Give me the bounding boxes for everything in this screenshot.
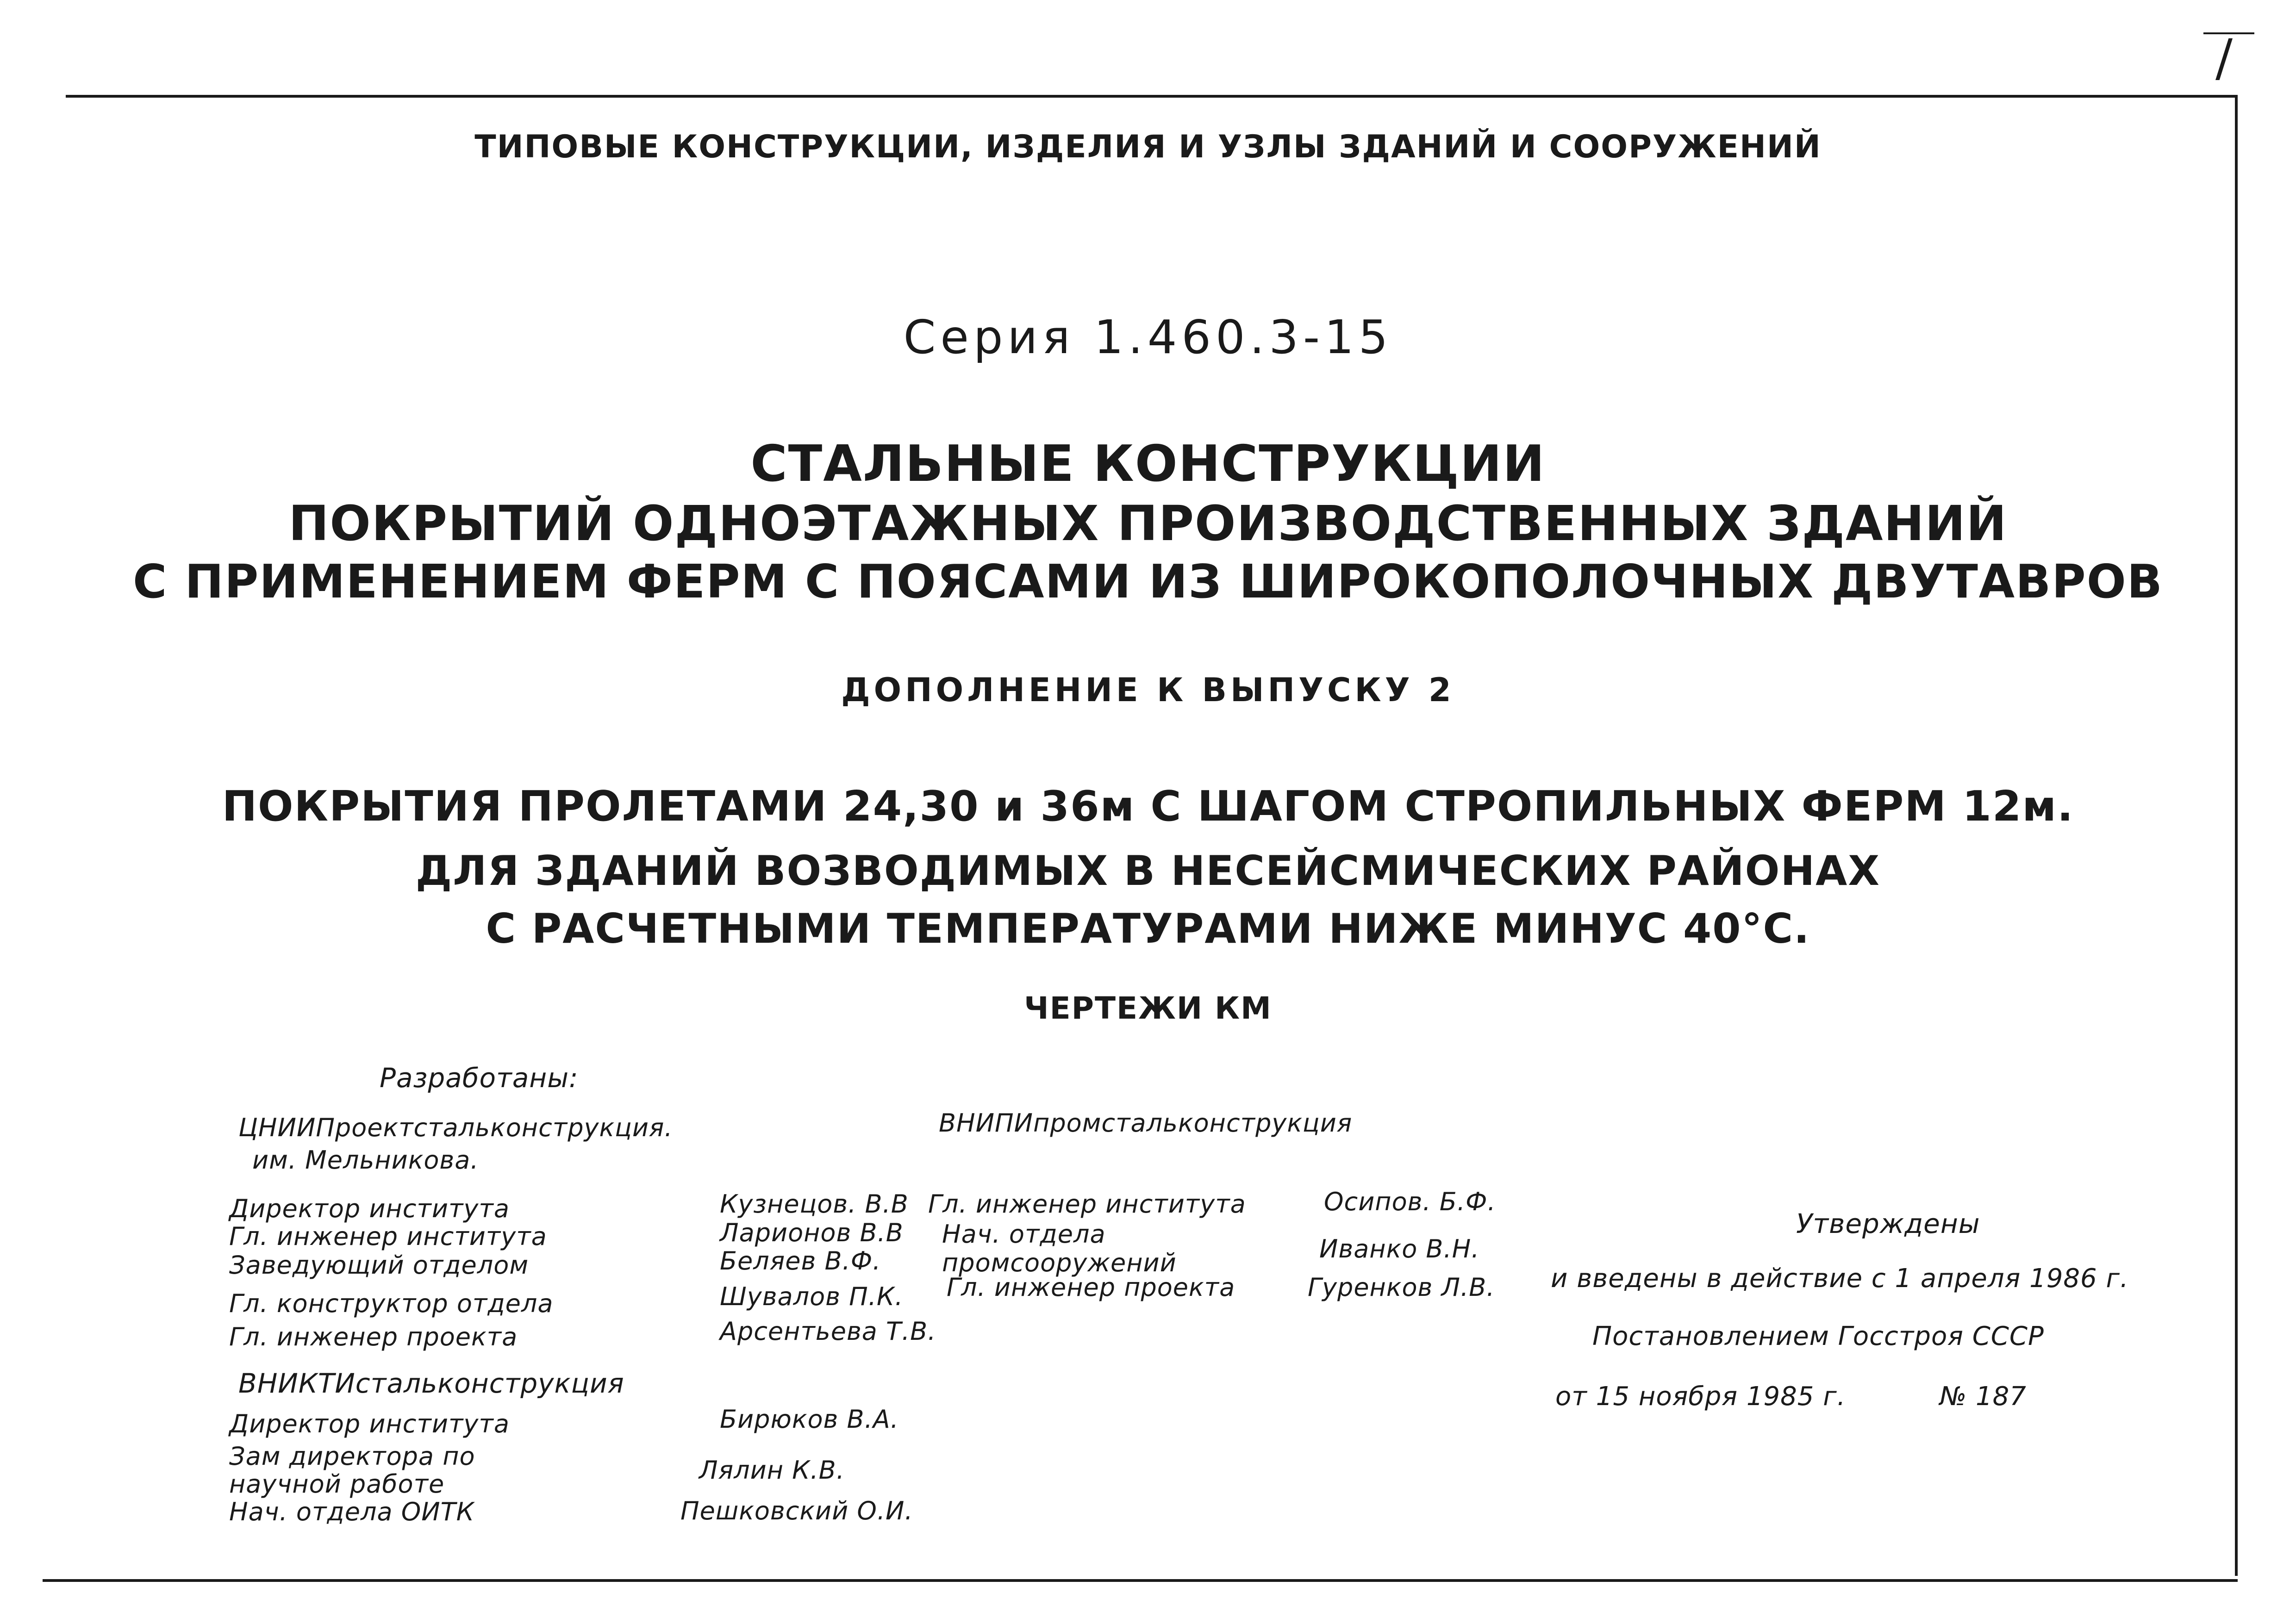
approval-line-1: Утверждены (1796, 1208, 1980, 1239)
org3-name-1: Бирюков В.А. (720, 1405, 899, 1434)
developed-by-label: Разработаны: (380, 1062, 579, 1094)
org3-role-3: научной работе (229, 1469, 445, 1499)
org2-name: ВНИПИпромстальконструкция (939, 1108, 1353, 1138)
org2-role-3: промсооружений (942, 1248, 1177, 1277)
org1-name-line-2: им. Мельникова. (252, 1145, 479, 1175)
org1-name-2: Ларионов В.В (720, 1218, 904, 1247)
org2-name-3: Гуренков Л.В. (1308, 1273, 1495, 1302)
org3-role-1: Директор института (229, 1409, 510, 1438)
org2-role-2: Нач. отдела (942, 1220, 1106, 1249)
org3-role-4: Нач. отдела ОИТК (229, 1497, 474, 1526)
subtitle-line-2: ДЛЯ ЗДАНИЙ ВОЗВОДИМЫХ В НЕСЕЙСМИЧЕСКИХ РАЙОНАХ (415, 847, 1881, 895)
top-border-line (66, 95, 2238, 98)
header-top-line: ТИПОВЫЕ КОНСТРУКЦИИ, ИЗДЕЛИЯ И УЗЛЫ ЗДАНИЙ И СООРУЖЕНИЙ (474, 129, 1822, 165)
subtitle-line-3: С РАСЧЕТНЫМИ ТЕМПЕРАТУРАМИ НИЖЕ МИНУС 40°С. (486, 905, 1810, 952)
approval-line-4: от 15 ноября 1985 г. (1555, 1381, 1846, 1412)
org3-role-2: Зам директора по (229, 1442, 475, 1471)
org1-name-3: Беляев В.Ф. (720, 1246, 881, 1276)
org3-name-2: Лялин К.В. (699, 1456, 845, 1485)
org1-name: ЦНИИПроектстальконструкция. (238, 1113, 673, 1142)
approval-number: № 187 (1940, 1381, 2027, 1412)
drawings-label: ЧЕРТЕЖИ КМ (1024, 990, 1272, 1026)
bottom-border-line (43, 1579, 2238, 1582)
org3-name: ВНИКТИстальконструкция (238, 1368, 624, 1399)
title-line-1: СТАЛЬНЫЕ КОНСТРУКЦИИ (750, 435, 1546, 493)
approval-line-2: и введены в действие с 1 апреля 1986 г. (1551, 1263, 2129, 1294)
org3-name-3: Пешковский О.И. (680, 1496, 913, 1525)
approval-line-3: Постановлением Госстроя СССР (1592, 1321, 2044, 1351)
supplement-label: ДОПОЛНЕНИЕ К ВЫПУСКУ 2 (841, 671, 1455, 709)
org1-role-1: Директор института (229, 1194, 510, 1223)
org1-name-1: Кузнецов. В.В (720, 1189, 909, 1219)
org2-name-1: Осипов. Б.Ф. (1324, 1187, 1496, 1216)
org1-role-2: Гл. инженер института (229, 1222, 547, 1251)
org1-name-5: Арсентьева Т.В. (720, 1317, 936, 1346)
org2-role-4: Гл. инженер проекта (947, 1273, 1235, 1302)
corner-mark: / (2215, 28, 2233, 87)
title-line-2: ПОКРЫТИЙ ОДНОЭТАЖНЫХ ПРОИЗВОДСТВЕННЫХ ЗДАНИЙ (288, 495, 2008, 552)
subtitle-line-1: ПОКРЫТИЯ ПРОЛЕТАМИ 24,30 и 36м С ШАГОМ СТРОПИЛЬНЫХ ФЕРМ 12м. (222, 782, 2074, 831)
org2-name-2: Иванко В.Н. (1319, 1234, 1480, 1263)
org1-role-3: Заведующий отделом (229, 1251, 529, 1280)
series-label: Серия 1.460.3-15 (903, 310, 1393, 364)
org1-name-4: Шувалов П.К. (720, 1282, 904, 1311)
title-line-3: С ПРИМЕНЕНИЕМ ФЕРМ С ПОЯСАМИ ИЗ ШИРОКОПОЛОЧНЫХ ДВУТАВРОВ (133, 554, 2163, 609)
org1-role-5: Гл. инженер проекта (229, 1322, 518, 1351)
org1-role-4: Гл. конструктор отдела (229, 1289, 554, 1318)
org2-role-1: Гл. инженер института (928, 1189, 1246, 1219)
